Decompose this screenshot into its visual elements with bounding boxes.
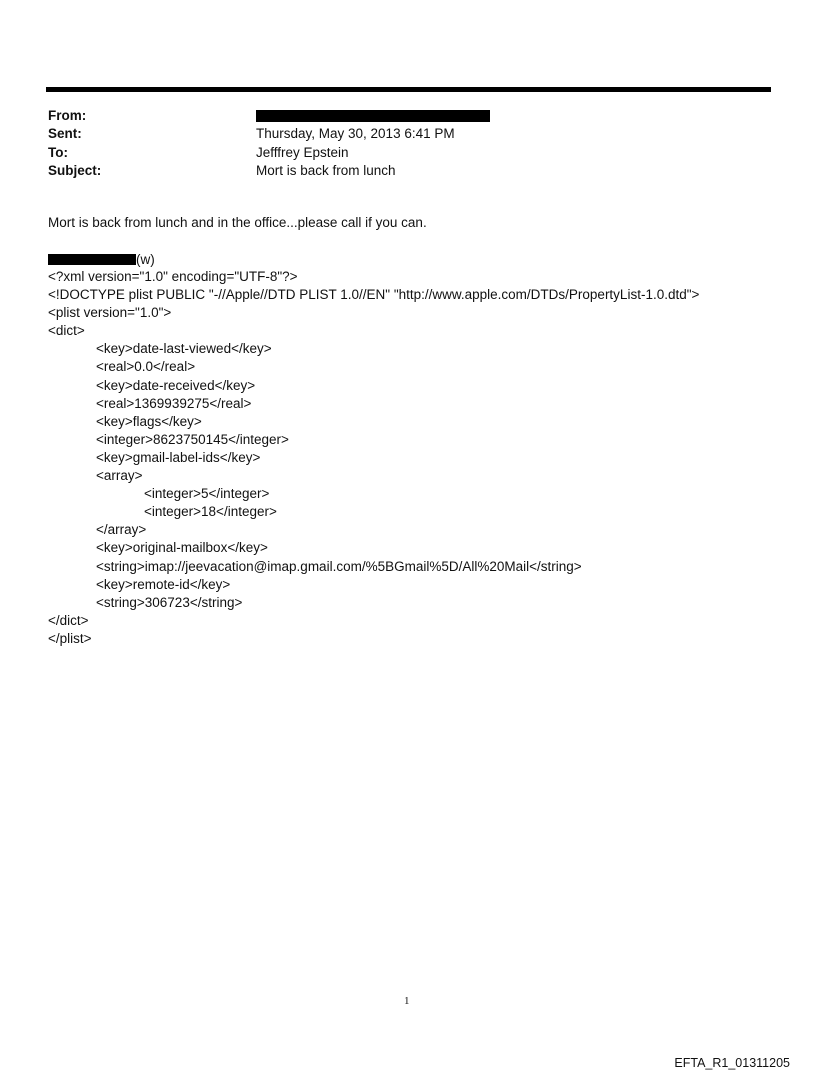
to-row — [48, 143, 748, 162]
sent-row — [48, 125, 748, 144]
plist-line: <plist version="1.0"> — [48, 305, 172, 321]
sent-value: Thursday, May 30, 2013 6:41 PM — [256, 126, 455, 142]
plist-line: <real>1369939275</real> — [96, 395, 252, 411]
plist-line: <real>0.0</real> — [96, 359, 196, 375]
plist-line: <key>original-mailbox</key> — [96, 540, 268, 556]
subject-value: Mort is back from lunch — [256, 163, 396, 179]
document-id: EFTA_R1_01311205 — [674, 1056, 790, 1070]
redacted-phone — [48, 254, 136, 265]
subject-label: Subject: — [48, 163, 102, 179]
to-label: To: — [48, 144, 68, 160]
email-header — [48, 106, 748, 180]
plist-line: <string>imap://jeevacation@imap.gmail.com/%5BGmail%5D/All%20Mail</string> — [96, 558, 582, 574]
message-body: Mort is back from lunch and in the office...please call if you can. — [48, 215, 427, 230]
plist-line: <key>date-received</key> — [96, 377, 256, 393]
plist-line: </plist> — [48, 630, 92, 646]
plist-line: <!DOCTYPE plist PUBLIC "-//Apple//DTD PLIST 1.0//EN" "http://www.apple.com/DTDs/PropertyList-1.0.dtd"> — [48, 287, 700, 303]
plist-line: <integer>5</integer> — [144, 486, 270, 502]
page-number: 1 — [404, 995, 410, 1007]
plist-line: <integer>18</integer> — [144, 504, 277, 520]
phone-line — [48, 252, 155, 267]
plist-line: <key>flags</key> — [96, 413, 202, 429]
plist-line: <key>date-last-viewed</key> — [96, 341, 272, 357]
phone-suffix: (w) — [136, 252, 155, 267]
from-label: From: — [48, 107, 87, 123]
redacted-sender — [256, 110, 490, 122]
sent-label: Sent: — [48, 126, 82, 142]
plist-line: </array> — [96, 522, 147, 538]
plist-line: <string>306723</string> — [96, 594, 243, 610]
plist-block — [48, 268, 699, 648]
subject-row — [48, 162, 748, 181]
plist-line: <array> — [96, 468, 143, 484]
plist-line: <?xml version="1.0" encoding="UTF-8"?> — [48, 269, 298, 284]
to-value: Jefffrey Epstein — [256, 144, 349, 160]
header-divider — [46, 87, 771, 92]
plist-line: </dict> — [48, 612, 89, 628]
plist-line: <dict> — [48, 323, 85, 339]
plist-line: <key>gmail-label-ids</key> — [96, 449, 261, 465]
plist-line: <integer>8623750145</integer> — [96, 431, 289, 447]
from-row — [48, 106, 748, 125]
plist-line: <key>remote-id</key> — [96, 576, 231, 592]
